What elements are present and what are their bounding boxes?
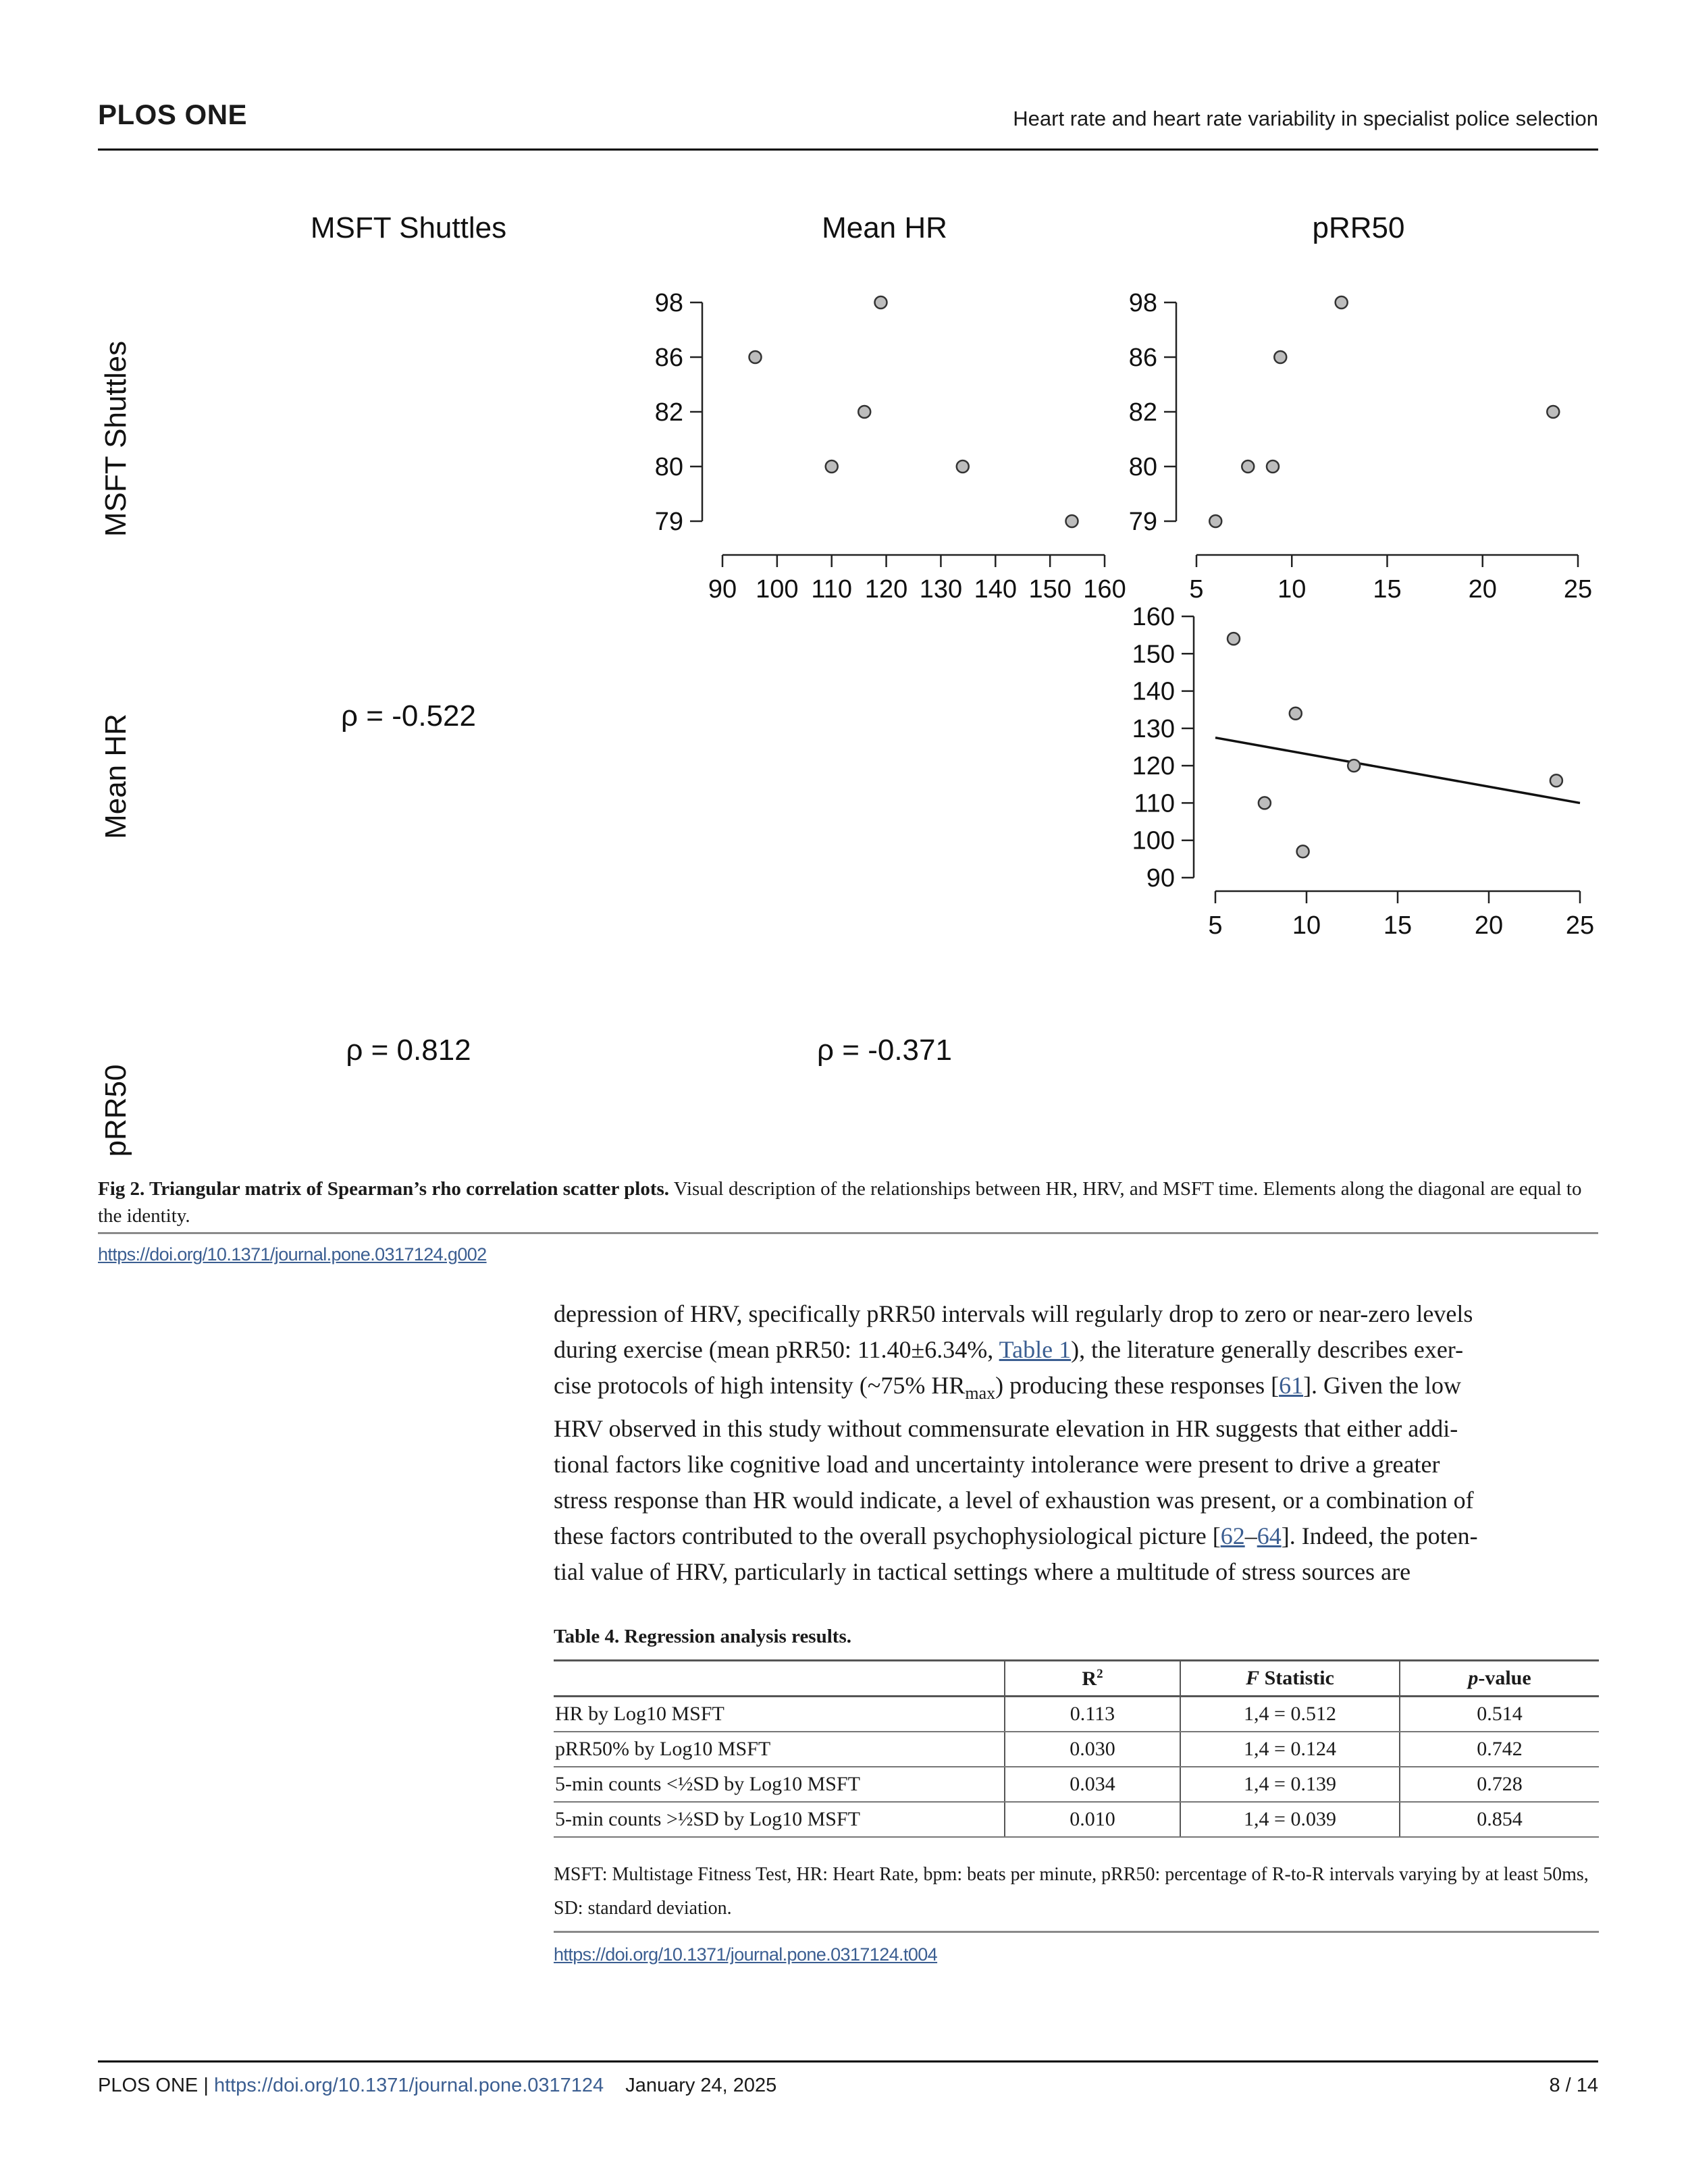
footer-journal: PLOS ONE [98,2075,199,2096]
y-tick-label: 79 [1128,508,1157,536]
ref-62-link[interactable]: 62 [1220,1522,1245,1550]
body-line: cise protocols of high intensity (~75% $HR_{max}$) producing these responses [61]. Given the low [554,1372,1462,1404]
body-line: during exercise (mean pRR50: 11.40±6.34%, Table 1), the literature generally describes exer- [554,1336,1464,1363]
x-tick-label: 140 [974,575,1017,604]
scatter-panel [1129,289,1592,604]
body-line: tional factors like cognitive load and uncertainty intolerance were present to drive a greater [554,1451,1440,1479]
rho-label: ρ = -0.522 [341,699,476,733]
footer-date: January 24, 2025 [625,2075,777,2096]
ref-64-link[interactable]: 64 [1257,1522,1282,1550]
header-empty [554,1661,1005,1697]
table-note-rule [554,1931,1599,1933]
y-tick-label: 140 [1132,677,1175,706]
caption-text: Visual description of the relationships between HR, HRV, and MSFT time. Elements along the diagonal are equal to the identity. [98,1178,1582,1227]
x-tick-label: 130 [919,575,963,604]
y-tick-label: 120 [1132,752,1175,781]
data-point [957,460,969,473]
body-line: tial value of HRV, particularly in tactical settings where a multitude of stress sources are [554,1558,1411,1586]
data-point [1267,460,1279,473]
table-doi-link[interactable]: https://doi.org/10.1371/journal.pone.0317124.t004 [554,1944,938,1965]
table-note: MSFT: Multistage Fitness Test, HR: Heart Rate, bpm: beats per minute, pRR50: percentage of R-to-R intervals varying by at least 50ms, SD: standard deviation. [554,1864,1589,1919]
regression-table [554,1659,1599,1838]
x-tick-label: 5 [1208,911,1223,940]
x-tick-label: 120 [864,575,908,604]
body-line: HRV observed in this study without commensurate elevation in HR suggests that either addi- [554,1415,1458,1443]
data-point [1348,760,1360,772]
column-title: MSFT Shuttles [310,211,507,244]
rho-label: ρ = -0.371 [817,1034,952,1067]
running-title: Heart rate and heart rate variability in specialist police selection [1013,107,1598,130]
table-row: 5-min counts <½SD by Log10 MSFT 0.034 1,4 = 0.139 0.728 [554,1767,1599,1802]
x-tick-label: 10 [1277,575,1307,604]
figure-caption [98,1175,1598,1229]
footer-rule [98,2060,1598,2062]
y-tick-label: 80 [1128,453,1157,481]
row-title: MSFT Shuttles [99,340,132,537]
data-point [874,296,887,309]
y-tick-label: 98 [1128,289,1157,317]
header-f-statistic: F Statistic [1180,1661,1400,1697]
body-line: stress response than HR would indicate, a level of exhaustion was present, or a combination of [554,1487,1474,1514]
header-r2: $R^2$ [1005,1661,1180,1697]
data-point [1228,633,1240,645]
data-point [1242,460,1254,473]
y-tick-label: 100 [1132,826,1175,855]
y-tick-label: 82 [1128,398,1157,427]
caption-rule [98,1232,1598,1234]
data-point [826,460,838,473]
data-point [1547,406,1559,418]
scatter-panel [655,289,1126,604]
x-tick-label: 15 [1373,575,1402,604]
table-row: pRR50% by Log10 MSFT 0.030 1,4 = 0.124 0.742 [554,1732,1599,1767]
table1-link[interactable]: Table 1 [999,1336,1072,1363]
data-point [1290,708,1302,720]
figure-doi-link[interactable]: https://doi.org/10.1371/journal.pone.0317124.g002 [98,1244,487,1264]
journal-logo: PLOS ONE [98,99,248,130]
x-tick-label: 160 [1083,575,1126,604]
footer-citation: PLOS ONE | https://doi.org/10.1371/journal.pone.0317124 January 24, 2025 [98,2075,777,2096]
data-point [1209,515,1221,527]
y-tick-label: 160 [1132,603,1175,631]
footer-doi-link[interactable]: https://doi.org/10.1371/journal.pone.0317124 [213,2075,604,2096]
row-title: pRR50 [99,1064,132,1157]
x-tick-label: 150 [1028,575,1072,604]
regression-line [1215,738,1580,803]
body-paragraph [554,1296,1599,1590]
y-tick-label: 79 [654,508,683,536]
x-tick-label: 110 [811,575,853,604]
page-number: 8 / 14 [1549,2075,1598,2096]
y-tick-label: 86 [654,344,683,372]
y-tick-label: 150 [1132,640,1175,669]
row-title: Mean HR [99,714,132,839]
y-tick-label: 86 [1128,344,1157,372]
data-point [1065,515,1078,527]
data-point [858,406,870,418]
rho-label: ρ = 0.812 [346,1034,471,1067]
x-tick-label: 25 [1565,911,1595,940]
ref-61-link[interactable]: 61 [1279,1372,1304,1399]
table-row: 5-min counts >½SD by Log10 MSFT 0.010 1,4 = 0.039 0.854 [554,1802,1599,1837]
data-point [1550,774,1562,787]
data-point [1274,351,1286,363]
x-tick-label: 10 [1292,911,1321,940]
column-title: pRR50 [1312,211,1405,244]
data-point [749,351,762,363]
header-p-value: p-value [1400,1661,1599,1697]
data-point [1259,797,1271,809]
caption-bold: Fig 2. Triangular matrix of Spearman’s rho correlation scatter plots. [98,1178,670,1200]
y-tick-label: 82 [654,398,683,427]
y-tick-label: 110 [1134,789,1175,818]
x-tick-label: 20 [1474,911,1504,940]
body-line: these factors contributed to the overall psychophysiological picture [62–64]. Indeed, the poten- [554,1522,1478,1550]
x-tick-label: 5 [1189,575,1204,604]
y-tick-label: 90 [1146,864,1175,893]
y-tick-label: 98 [654,289,683,317]
x-tick-label: 100 [756,575,799,604]
y-tick-label: 130 [1132,714,1175,743]
table-title: Table 4. Regression analysis results. [554,1626,851,1647]
table-row: HR by Log10 MSFT 0.113 1,4 = 0.512 0.514 [554,1697,1599,1732]
column-title: Mean HR [822,211,947,244]
y-tick-label: 80 [654,453,683,481]
data-point [1336,296,1348,309]
x-tick-label: 15 [1383,911,1413,940]
x-tick-label: 90 [708,575,737,604]
body-line: depression of HRV, specifically pRR50 intervals will regularly drop to zero or near-zero levels [554,1300,1473,1327]
x-tick-label: 25 [1563,575,1593,604]
x-tick-label: 20 [1468,575,1497,604]
data-point [1297,845,1309,857]
scatter-panel [1132,603,1595,940]
